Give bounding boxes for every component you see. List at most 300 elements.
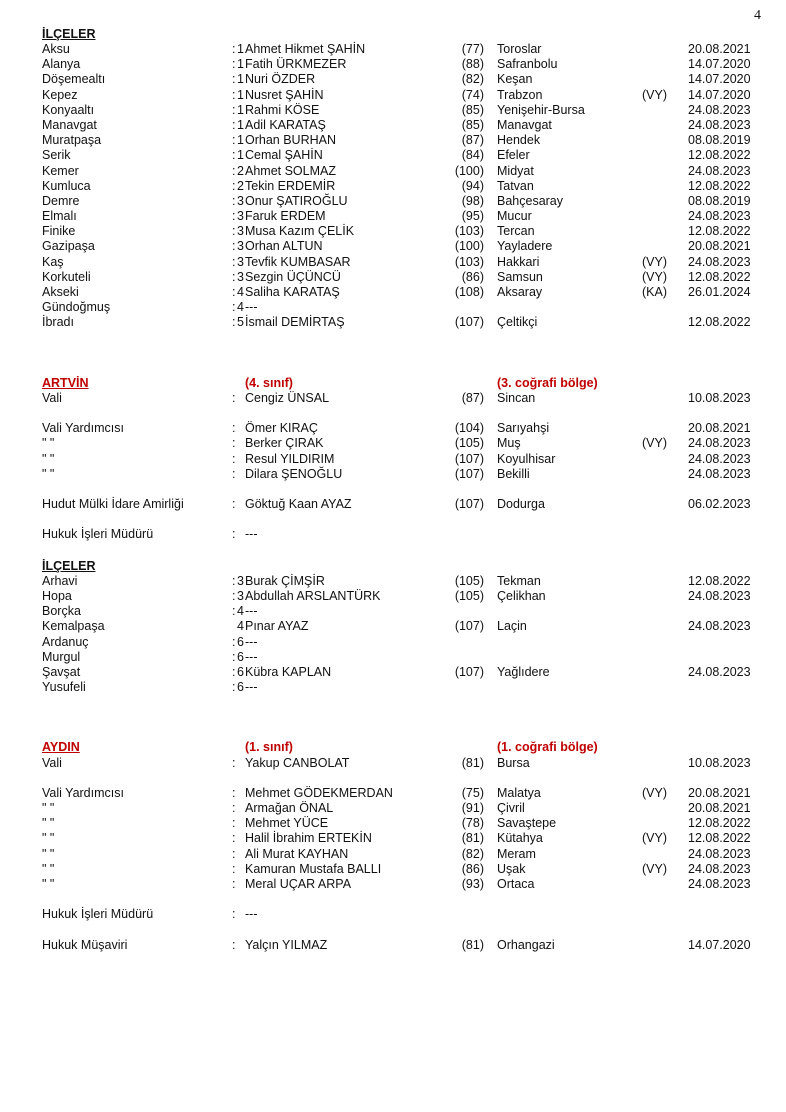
previous-post: Dodurga — [497, 497, 545, 512]
district-row — [42, 315, 762, 330]
term-number: (86) — [461, 861, 484, 876]
appointment-date: 24.08.2023 — [688, 466, 751, 481]
border-admin-row — [42, 497, 762, 512]
previous-post: Mucur — [497, 209, 532, 224]
official-name: Gündoğmuş — [42, 300, 111, 315]
term-number: (100) — [454, 163, 484, 178]
district-row — [42, 300, 762, 315]
colon-separator: : — [232, 239, 236, 254]
colon-separator: : — [232, 497, 236, 512]
district-row — [42, 665, 762, 680]
official-name: Kemer — [42, 163, 79, 178]
official-name: Borçka — [42, 604, 81, 619]
term-number: (94) — [461, 178, 484, 193]
official-person: Abdullah ARSLANTÜRK — [245, 589, 381, 603]
district-grade: 6 — [237, 634, 244, 649]
district-row — [42, 118, 762, 133]
official-person: Cengiz ÜNSAL — [245, 390, 330, 405]
official-person: İsmail DEMİRTAŞ — [245, 315, 345, 330]
official-name: Aksu — [42, 42, 70, 56]
appointment-date: 24.08.2023 — [688, 163, 751, 178]
deputy-governor-row — [42, 862, 762, 877]
official-person: Mehmet GÖDEKMERDAN — [245, 785, 393, 800]
colon-separator: : — [232, 466, 236, 481]
official-name: Hukuk Müşaviri — [42, 937, 128, 952]
deputy-governor-row — [42, 421, 762, 436]
district-row — [42, 635, 762, 650]
province-region: (1. coğrafi bölge) — [497, 740, 598, 755]
governor-row — [42, 756, 762, 771]
colon-separator: : — [232, 421, 236, 436]
appointment-date: 20.08.2021 — [688, 785, 751, 800]
official-person: Dilara ŞENOĞLU — [245, 466, 343, 481]
deputy-governor-row — [42, 436, 762, 451]
acting-flag: (VY) — [642, 861, 667, 876]
official-name: Muratpaşa — [42, 133, 102, 148]
colon-separator: : — [232, 133, 236, 148]
district-row — [42, 72, 762, 87]
term-number: (104) — [454, 421, 484, 436]
previous-post: Safranbolu — [497, 57, 558, 72]
district-grade: 4 — [237, 285, 244, 299]
official-name: Hukuk İşleri Müdürü — [42, 527, 154, 542]
colon-separator: : — [232, 178, 236, 193]
district-grade: 3 — [237, 254, 244, 269]
term-number: (105) — [454, 589, 484, 603]
district-grade: 1 — [237, 148, 244, 163]
legal-affairs-row — [42, 527, 762, 542]
district-row — [42, 270, 762, 285]
official-name: Finike — [42, 224, 76, 239]
document-body — [42, 26, 762, 953]
term-number: (87) — [461, 390, 484, 405]
term-number: (108) — [454, 285, 484, 299]
previous-post: Koyulhisar — [497, 451, 556, 466]
appointment-date: 14.07.2020 — [688, 72, 751, 87]
official-name: Serik — [42, 148, 71, 163]
district-grade: 4 — [237, 300, 244, 315]
term-number: (98) — [461, 193, 484, 208]
official-person: --- — [245, 604, 258, 619]
deputy-governor-row — [42, 847, 762, 862]
district-row — [42, 57, 762, 72]
colon-separator: : — [232, 163, 236, 178]
term-number: (105) — [454, 573, 484, 588]
page-number: 4 — [754, 8, 761, 23]
official-name: " " — [42, 816, 55, 831]
previous-post: Kütahya — [497, 831, 543, 846]
district-grade: 6 — [237, 649, 244, 664]
previous-post: Hakkari — [497, 254, 540, 269]
term-number: (85) — [461, 102, 484, 117]
aydin-header — [42, 740, 762, 755]
official-name: " " — [42, 846, 55, 861]
official-person: Pınar AYAZ — [245, 619, 309, 634]
appointment-date: 24.08.2023 — [688, 664, 751, 679]
official-person: Halil İbrahim ERTEKİN — [245, 831, 372, 846]
acting-flag: (VY) — [642, 254, 667, 269]
official-name: Demre — [42, 193, 80, 208]
district-row — [42, 194, 762, 209]
official-name: Arhavi — [42, 573, 78, 588]
district-row — [42, 164, 762, 179]
colon-separator: : — [232, 907, 236, 922]
district-row — [42, 619, 762, 634]
official-person: --- — [245, 680, 258, 695]
district-row — [42, 133, 762, 148]
official-name: " " — [42, 877, 55, 891]
district-grade: 1 — [237, 102, 244, 117]
previous-post: Bekilli — [497, 466, 530, 481]
deputy-governor-row — [42, 877, 762, 892]
appointment-date: 24.08.2023 — [688, 254, 751, 269]
official-name: " " — [42, 861, 55, 876]
official-person: Cemal ŞAHİN — [245, 148, 323, 163]
acting-flag: (VY) — [642, 436, 667, 451]
previous-post: Samsun — [497, 269, 543, 284]
appointment-date: 08.08.2019 — [688, 133, 751, 148]
term-number: (91) — [461, 801, 484, 816]
colon-separator: : — [232, 72, 236, 87]
term-number: (77) — [461, 42, 484, 56]
colon-separator: : — [232, 148, 236, 163]
acting-flag: (VY) — [642, 785, 667, 800]
official-person: Saliha KARATAŞ — [245, 285, 340, 299]
previous-post: Hendek — [497, 133, 541, 148]
term-number: (107) — [454, 451, 484, 466]
previous-post: Muş — [497, 436, 521, 451]
deputy-governor-row — [42, 831, 762, 846]
appointment-date: 12.08.2022 — [688, 269, 751, 284]
term-number: (74) — [461, 87, 484, 102]
acting-flag: (VY) — [642, 831, 667, 846]
official-name: " " — [42, 436, 55, 451]
appointment-date: 24.08.2023 — [688, 436, 751, 451]
official-person: --- — [245, 649, 258, 664]
appointment-date: 12.08.2022 — [688, 315, 751, 330]
official-name: Manavgat — [42, 117, 97, 132]
official-person: Musa Kazım ÇELİK — [245, 224, 355, 239]
official-name: " " — [42, 831, 55, 846]
official-person: Sezgin ÜÇÜNCÜ — [245, 269, 341, 284]
colon-separator: : — [232, 224, 236, 239]
district-grade: 3 — [237, 573, 244, 588]
colon-separator: : — [232, 937, 236, 952]
official-person: Fatih ÜRKMEZER — [245, 57, 347, 72]
colon-separator: : — [232, 117, 236, 132]
previous-post: Orhangazi — [497, 937, 555, 952]
district-grade: 3 — [237, 224, 244, 239]
term-number: (85) — [461, 117, 484, 132]
appointment-date: 12.08.2022 — [688, 224, 751, 239]
colon-separator: : — [232, 664, 236, 679]
previous-post: Tercan — [497, 224, 535, 239]
previous-post: Bursa — [497, 755, 530, 770]
colon-separator: : — [232, 315, 236, 330]
official-name: Konyaaltı — [42, 102, 95, 117]
district-row — [42, 209, 762, 224]
official-name: Vali — [42, 390, 62, 405]
province-class: (1. sınıf) — [245, 740, 293, 755]
previous-post: Efeler — [497, 148, 530, 163]
appointment-date: 20.08.2021 — [688, 239, 751, 254]
official-name: Vali Yardımcısı — [42, 421, 124, 436]
district-grade: 5 — [237, 315, 244, 330]
previous-post: Tekman — [497, 573, 541, 588]
official-name: Yusufeli — [42, 680, 86, 695]
colon-separator: : — [232, 269, 236, 284]
appointment-date: 24.08.2023 — [688, 877, 751, 891]
previous-post: Toroslar — [497, 42, 542, 56]
previous-post: Çelikhan — [497, 589, 546, 603]
official-person: Onur ŞATIROĞLU — [245, 193, 348, 208]
official-person: --- — [245, 527, 258, 542]
antalya-districts-heading: İLÇELER — [42, 27, 96, 41]
official-person: Burak ÇİMŞİR — [245, 573, 325, 588]
official-person: --- — [245, 634, 258, 649]
previous-post: Sarıyahşi — [497, 421, 550, 436]
district-grade: 4 — [237, 604, 244, 619]
term-number: (81) — [461, 755, 484, 770]
acting-flag: (KA) — [642, 285, 667, 299]
previous-post: Trabzon — [497, 87, 543, 102]
district-row — [42, 148, 762, 163]
district-grade: 2 — [237, 178, 244, 193]
previous-post: Çeltikçi — [497, 315, 538, 330]
antalya-district-list — [42, 42, 762, 331]
official-person: Orhan BURHAN — [245, 133, 336, 148]
official-name: Hopa — [42, 589, 72, 603]
district-grade: 1 — [237, 133, 244, 148]
colon-separator: : — [232, 436, 236, 451]
official-name: Korkuteli — [42, 269, 91, 284]
district-grade: 3 — [237, 239, 244, 254]
official-person: Ömer KIRAÇ — [245, 421, 318, 436]
term-number: (107) — [454, 619, 484, 634]
appointment-date: 24.08.2023 — [688, 619, 751, 634]
appointment-date: 24.08.2023 — [688, 589, 751, 603]
appointment-date: 10.08.2023 — [688, 755, 751, 770]
term-number: (87) — [461, 133, 484, 148]
colon-separator: : — [232, 649, 236, 664]
previous-post: Uşak — [497, 861, 526, 876]
district-grade: 3 — [237, 209, 244, 224]
official-name: " " — [42, 451, 55, 466]
appointment-date: 14.07.2020 — [688, 57, 751, 72]
term-number: (95) — [461, 209, 484, 224]
colon-separator: : — [232, 390, 236, 405]
colon-separator: : — [232, 589, 236, 603]
deputy-governor-row — [42, 452, 762, 467]
previous-post: Savaştepe — [497, 816, 557, 831]
district-grade: 2 — [237, 163, 244, 178]
official-person: Tevfik KUMBASAR — [245, 254, 351, 269]
acting-flag: (VY) — [642, 269, 667, 284]
appointment-date: 24.08.2023 — [688, 117, 751, 132]
appointment-date: 24.08.2023 — [688, 861, 751, 876]
official-name: " " — [42, 466, 55, 481]
official-person: Ahmet SOLMAZ — [245, 163, 336, 178]
official-person: Orhan ALTUN — [245, 239, 323, 254]
district-row — [42, 88, 762, 103]
previous-post: Meram — [497, 846, 536, 861]
official-person: Armağan ÖNAL — [245, 801, 334, 816]
appointment-date: 24.08.2023 — [688, 209, 751, 224]
official-person: Mehmet YÜCE — [245, 816, 329, 831]
colon-separator: : — [232, 573, 236, 588]
province-region: (3. coğrafi bölge) — [497, 375, 598, 390]
colon-separator: : — [232, 102, 236, 117]
term-number: (107) — [454, 466, 484, 481]
colon-separator: : — [232, 634, 236, 649]
term-number: (107) — [454, 664, 484, 679]
previous-post: Keşan — [497, 72, 533, 87]
term-number: (82) — [461, 846, 484, 861]
province-name: AYDIN — [42, 740, 80, 755]
official-person: Nusret ŞAHİN — [245, 87, 324, 102]
district-row — [42, 650, 762, 665]
previous-post: Ortaca — [497, 877, 535, 891]
term-number: (82) — [461, 72, 484, 87]
district-row — [42, 103, 762, 118]
official-person: --- — [245, 907, 258, 922]
official-person: Yalçın YILMAZ — [245, 937, 328, 952]
colon-separator: : — [232, 604, 236, 619]
official-name: Şavşat — [42, 664, 81, 679]
colon-separator: : — [232, 527, 236, 542]
deputy-governor-row — [42, 816, 762, 831]
term-number: (93) — [461, 877, 484, 891]
official-name: Kemalpaşa — [42, 619, 105, 634]
official-person: Ahmet Hikmet ŞAHİN — [245, 42, 366, 56]
previous-post: Çivril — [497, 801, 525, 816]
official-person: Ali Murat KAYHAN — [245, 846, 349, 861]
previous-post: Tatvan — [497, 178, 534, 193]
official-name: Murgul — [42, 649, 81, 664]
official-person: Berker ÇIRAK — [245, 436, 324, 451]
term-number: (100) — [454, 239, 484, 254]
official-name: Ardanuç — [42, 634, 89, 649]
term-number: (78) — [461, 816, 484, 831]
official-name: Vali — [42, 755, 62, 770]
appointment-date: 26.01.2024 — [688, 285, 751, 299]
term-number: (75) — [461, 785, 484, 800]
district-row — [42, 680, 762, 695]
colon-separator: : — [232, 861, 236, 876]
district-row — [42, 179, 762, 194]
appointment-date: 08.08.2019 — [688, 193, 751, 208]
district-grade: 1 — [237, 57, 244, 72]
artvin-districts-heading: İLÇELER — [42, 558, 96, 573]
district-row — [42, 224, 762, 239]
term-number: (81) — [461, 831, 484, 846]
term-number: (88) — [461, 57, 484, 72]
term-number: (105) — [454, 436, 484, 451]
previous-post: Yağlıdere — [497, 664, 550, 679]
appointment-date: 14.07.2020 — [688, 937, 751, 952]
district-row — [42, 604, 762, 619]
appointment-date: 12.08.2022 — [688, 573, 751, 588]
previous-post: Manavgat — [497, 117, 552, 132]
previous-post: Aksaray — [497, 285, 543, 299]
deputy-governor-row — [42, 801, 762, 816]
appointment-date: 20.08.2021 — [688, 42, 751, 56]
district-grade: 3 — [237, 589, 244, 603]
colon-separator: : — [232, 831, 236, 846]
official-name: Döşemealtı — [42, 72, 106, 87]
district-row — [42, 285, 762, 300]
term-number: (107) — [454, 497, 484, 512]
colon-separator: : — [232, 285, 236, 299]
colon-separator: : — [232, 254, 236, 269]
legal-affairs-row — [42, 907, 762, 922]
appointment-date: 12.08.2022 — [688, 178, 751, 193]
official-person: Adil KARATAŞ — [245, 117, 326, 132]
previous-post: Yenişehir-Bursa — [497, 102, 585, 117]
district-grade: 1 — [237, 42, 244, 56]
official-person: Kamuran Mustafa BALLI — [245, 861, 382, 876]
term-number: (103) — [454, 224, 484, 239]
previous-post: Laçin — [497, 619, 527, 634]
colon-separator: : — [232, 755, 236, 770]
official-person: Meral UÇAR ARPA — [245, 877, 352, 891]
colon-separator: : — [232, 209, 236, 224]
district-grade: 1 — [237, 87, 244, 102]
term-number: (81) — [461, 937, 484, 952]
appointment-date: 12.08.2022 — [688, 831, 751, 846]
appointment-date: 14.07.2020 — [688, 87, 751, 102]
colon-separator: : — [232, 877, 236, 891]
previous-post: Bahçesaray — [497, 193, 564, 208]
previous-post: Sincan — [497, 390, 536, 405]
district-row — [42, 42, 762, 57]
previous-post: Midyat — [497, 163, 534, 178]
official-name: Hukuk İşleri Müdürü — [42, 907, 154, 922]
appointment-date: 24.08.2023 — [688, 451, 751, 466]
official-name: Hudut Mülki İdare Amirliği — [42, 497, 184, 512]
district-row — [42, 589, 762, 604]
colon-separator: : — [232, 451, 236, 466]
official-person: Yakup CANBOLAT — [245, 755, 350, 770]
colon-separator: : — [232, 816, 236, 831]
governor-row — [42, 391, 762, 406]
term-number: (103) — [454, 254, 484, 269]
colon-separator: : — [232, 193, 236, 208]
colon-separator: : — [232, 57, 236, 72]
province-name: ARTVİN — [42, 375, 89, 390]
colon-separator: : — [232, 42, 236, 56]
legal-counsel-row — [42, 938, 762, 953]
district-row — [42, 574, 762, 589]
official-person: Nuri ÖZDER — [245, 72, 316, 87]
official-person: Kübra KAPLAN — [245, 664, 332, 679]
colon-separator: : — [232, 680, 236, 695]
official-person: Resul YILDIRIM — [245, 451, 335, 466]
official-name: Alanya — [42, 57, 81, 72]
district-grade: 3 — [237, 269, 244, 284]
official-name: Vali Yardımcısı — [42, 785, 124, 800]
appointment-date: 12.08.2022 — [688, 816, 751, 831]
district-grade: 6 — [237, 680, 244, 695]
colon-separator: : — [232, 801, 236, 816]
previous-post: Yayladere — [497, 239, 553, 254]
colon-separator: : — [232, 846, 236, 861]
colon-separator: : — [232, 87, 236, 102]
appointment-date: 12.08.2022 — [688, 148, 751, 163]
province-class: (4. sınıf) — [245, 375, 293, 390]
official-name: Kepez — [42, 87, 78, 102]
official-name: Kumluca — [42, 178, 91, 193]
